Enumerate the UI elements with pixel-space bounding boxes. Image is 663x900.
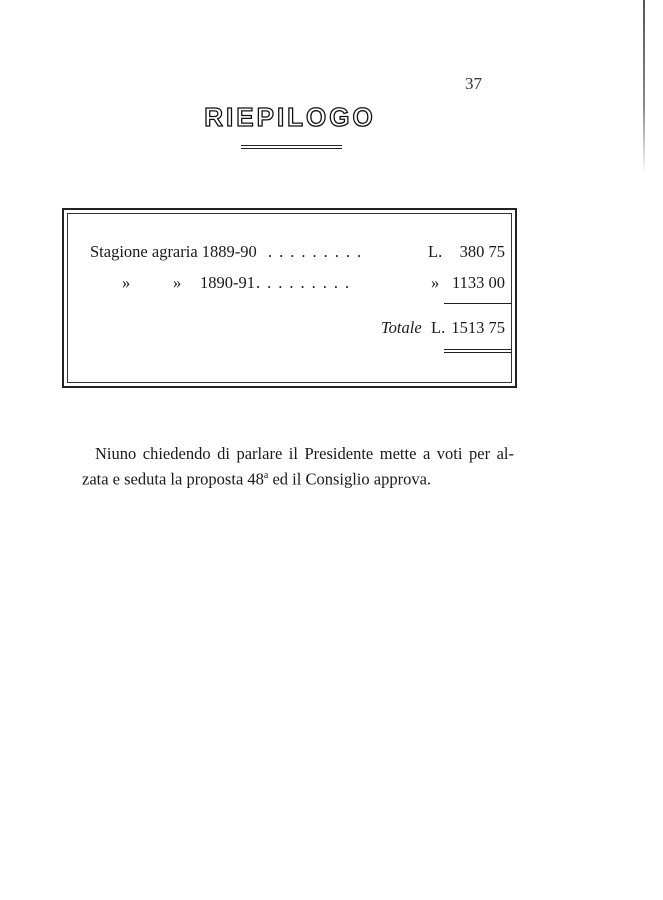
row-year: 1890-91 <box>200 273 255 292</box>
ordinal-superscript: a <box>263 470 269 481</box>
sum-rule <box>444 303 512 304</box>
leader-dots: ......... <box>256 273 357 292</box>
paragraph-line-1: Niuno chiedendo di parlare il Presidente mette a voti per al- <box>95 444 514 463</box>
page-number: 37 <box>465 74 482 93</box>
paragraph-line-2-text: zata e seduta la proposta 48 <box>82 469 264 489</box>
total-amount: 1513 75 <box>451 318 505 337</box>
row-label: Stagione agraria 1889-90 <box>90 242 257 261</box>
ditto-mark: » <box>173 273 182 292</box>
row-amount: 1133 00 <box>451 273 505 292</box>
page-edge-mark <box>643 0 645 175</box>
row-amount: 380 75 <box>459 242 505 261</box>
paragraph-line-2 <box>82 465 514 491</box>
title-underline <box>241 145 342 149</box>
paragraph-line-2-end: ed il Consiglio approva. <box>268 469 432 489</box>
currency-mark: L. <box>428 242 443 261</box>
summary-box <box>62 208 517 388</box>
page-title: RIEPILOGO <box>204 102 376 132</box>
total-double-rule <box>444 349 512 353</box>
summary-box-inner-border <box>67 213 512 383</box>
total-label: Totale <box>381 318 422 337</box>
ditto-mark: » <box>122 273 131 292</box>
currency-mark: » <box>431 273 440 292</box>
leader-dots: ......... <box>268 242 369 261</box>
body-paragraph <box>82 443 514 491</box>
currency-mark: L. <box>431 318 446 337</box>
